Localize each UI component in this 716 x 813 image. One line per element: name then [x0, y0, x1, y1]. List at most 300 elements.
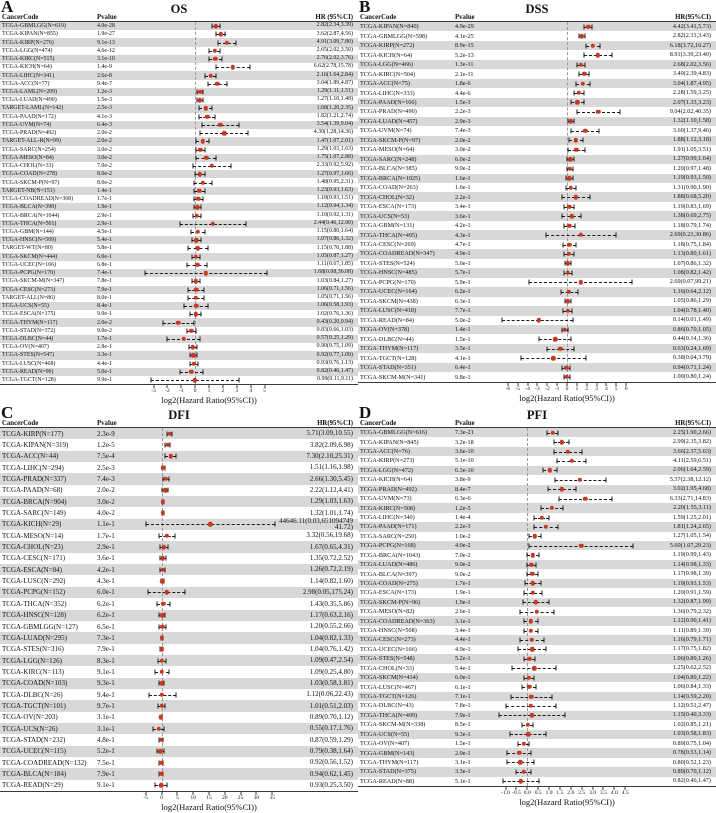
hr-ci-value: 3.04(1.89,4.87)	[316, 79, 353, 86]
forest-row	[0, 121, 358, 129]
p-value: 1.4e-1	[97, 187, 112, 194]
ci-cap-high	[230, 164, 231, 169]
p-value: 9.0e-2	[97, 327, 112, 334]
p-value: 4.1e-3	[97, 113, 112, 120]
hr-ci-value: 0.87(0.59,1.29)	[309, 735, 353, 744]
ci-cap-low	[548, 487, 549, 492]
cancer-code: TCGA-GBMLGG(N=598)	[360, 32, 428, 40]
forest-row	[358, 739, 716, 748]
ci-cap-high	[528, 741, 529, 746]
forest-plot-cell	[499, 297, 635, 306]
ci-cap-high	[583, 138, 584, 143]
hr-ci-value: 1.67(0.65,4.31)	[309, 542, 353, 551]
ci-cap-high	[572, 176, 573, 181]
forest-plot-cell	[499, 739, 635, 748]
ci-cap-low	[584, 24, 585, 29]
p-value: 3.6e-1	[97, 554, 115, 563]
cancer-code: TCGA-GBM(N=143)	[360, 749, 415, 757]
hr-point-marker	[551, 431, 555, 435]
hr-point-marker	[567, 252, 571, 256]
hr-ci-value: 1.12(0.51,2.47)	[672, 702, 711, 709]
p-value: 8.0e-2	[97, 171, 112, 178]
hr-ci-value: 0.89(0.70,1.12)	[309, 712, 353, 721]
ci-cap-high	[204, 295, 205, 300]
hr-point-marker	[196, 230, 200, 234]
axis-tick-label: 10	[190, 795, 196, 801]
hr-point-marker	[189, 370, 193, 374]
forest-row	[358, 50, 716, 59]
forest-row	[0, 88, 358, 96]
panel-title: DSS	[525, 2, 549, 16]
p-value: 2.1e-11	[455, 70, 474, 78]
cancer-code: TCGA-THCA(N=495)	[360, 231, 418, 239]
cancer-code: TCGA-LUSC(N=468)	[2, 360, 56, 367]
ci-cap-low	[194, 180, 195, 185]
ci-cap-low	[190, 229, 191, 234]
ci-cap-low	[187, 262, 188, 267]
p-value: 1.6e-1	[455, 184, 471, 192]
hr-ci-value: 1.15(0.40,3.33)	[672, 711, 711, 719]
ci-cap-high	[585, 356, 586, 361]
ci-cap-low	[189, 345, 190, 350]
hr-ci-value: 6.18(3.72,10.27)	[669, 41, 711, 49]
cancer-code: TCGA-COAD(N=103)	[2, 679, 68, 688]
cancer-code: TCGA-ESCA(N=173)	[360, 589, 417, 597]
column-header-pvalue: Pvalue	[97, 420, 117, 427]
ci-cap-low	[554, 477, 555, 482]
forest-plot-cell	[499, 503, 635, 512]
panel-title: OS	[170, 2, 188, 16]
cancer-code: TCGA-COADREAD(N=347)	[360, 250, 435, 258]
hr-point-marker	[195, 205, 199, 209]
ci-cap-high	[172, 431, 173, 436]
p-value: 2.2e-3	[455, 523, 471, 531]
hr-ci-value: 1.18(0.93,1.51)	[316, 195, 353, 202]
cancer-code: TCGA-GBM(N=131)	[360, 222, 415, 230]
axis-tick-label: 3.0	[589, 790, 597, 796]
hr-ci-value: 1.04(0.76,1.42)	[309, 644, 353, 653]
forest-row	[0, 723, 358, 734]
forest-row	[358, 711, 716, 720]
forest-row	[358, 41, 716, 50]
forest-plot-cell	[141, 187, 277, 195]
p-value: 2.0e-2	[97, 138, 112, 145]
hr-point-marker	[579, 280, 583, 284]
hr-point-marker	[198, 172, 202, 176]
ci-cap-low	[523, 628, 524, 633]
forest-plot-cell	[499, 287, 635, 296]
p-value: 1.5e-1	[455, 740, 471, 748]
forest-plot-cell	[141, 220, 277, 228]
p-value: 3.2e-18	[455, 438, 474, 446]
ci-cap-low	[561, 195, 562, 200]
forest-row	[0, 47, 358, 55]
hr-point-marker	[198, 98, 202, 102]
ci-cap-low	[188, 287, 189, 292]
ci-cap-high	[212, 106, 213, 111]
ci-cap-high	[576, 185, 577, 190]
ci-cap-low	[499, 713, 500, 718]
forest-row	[0, 203, 358, 211]
ci-cap-high	[546, 647, 547, 652]
axis-tick-label: 30	[253, 795, 260, 801]
hr-ci-value: 1.17(0.75,1.82)	[672, 645, 711, 653]
forest-row	[358, 503, 716, 512]
p-value: 2.0e-1	[455, 749, 471, 757]
ci-cap-high	[574, 346, 575, 351]
p-value: 3.4e-1	[455, 627, 471, 635]
cancer-code: TCGA-OV(N=407)	[360, 740, 410, 748]
p-value: 6.0e-2	[455, 155, 471, 163]
hr-point-marker	[195, 213, 199, 217]
p-value: 2.0e-2	[97, 486, 115, 495]
ci-cap-high	[164, 726, 165, 731]
ci-cap-high	[250, 65, 251, 70]
axis-tick-label: 1.5	[556, 790, 564, 796]
axis-tick-label: 2	[585, 386, 589, 392]
hr-ci-value: 1.32(1.10,1.58)	[672, 117, 711, 125]
axis-tick-label: 4.0	[610, 790, 618, 796]
ci-cap-low	[164, 454, 165, 459]
ci-cap-high	[164, 703, 165, 708]
hr-point-marker	[565, 375, 569, 379]
hr-point-marker	[533, 534, 537, 538]
forest-row	[0, 137, 358, 145]
cancer-code: TCGA-BRCA(N=1043)	[360, 551, 421, 559]
ci-cap-high	[219, 24, 220, 29]
forest-row	[0, 129, 358, 137]
forest-plot-cell	[141, 621, 277, 632]
forest-row	[358, 183, 716, 192]
hr-ci-value: 1.04(0.89,1.22)	[672, 673, 711, 681]
forest-row	[358, 701, 716, 710]
forest-plot-cell	[499, 211, 635, 220]
ci-cap-low	[193, 213, 194, 218]
ci-cap-high	[569, 440, 570, 445]
forest-row	[0, 335, 358, 343]
hr-point-marker	[161, 602, 165, 606]
forest-plot-cell	[499, 635, 635, 644]
p-value: 2.3e-9	[97, 429, 115, 438]
hr-point-marker	[212, 49, 216, 53]
hr-point-marker	[531, 581, 535, 585]
ci-cap-low	[516, 769, 517, 774]
forest-plot-cell	[141, 22, 277, 30]
cancer-code: TCGA-CESC(N=269)	[360, 241, 416, 249]
hr-point-marker	[194, 296, 198, 300]
ci-cap-low	[579, 72, 580, 77]
p-value: 3.6e-1	[455, 212, 471, 220]
forest-plot-cell	[141, 162, 277, 170]
ci-cap-high	[600, 43, 601, 48]
ci-cap-high	[266, 271, 267, 276]
cancer-code: TCGA-PAAD(N=171)	[360, 523, 417, 531]
forest-plot-cell	[141, 519, 277, 530]
ci-cap-low	[209, 48, 210, 53]
forest-row	[358, 560, 716, 569]
cancer-code: TCGA-COAD(N=275)	[360, 579, 418, 587]
hr-point-marker	[529, 694, 533, 698]
p-value: 1.1e-1	[97, 520, 115, 529]
forest-row	[0, 587, 358, 598]
ci-cap-high	[163, 760, 164, 765]
p-value: 6.8e-1	[97, 261, 112, 268]
hr-point-marker	[544, 525, 548, 529]
forest-plot-cell	[141, 666, 277, 677]
cancer-code: TCGA-DLBC(N=44)	[360, 335, 414, 343]
cancer-code: TCGA-BLCA(N=397)	[360, 570, 417, 578]
forest-row	[0, 253, 358, 261]
forest-row	[358, 748, 716, 757]
hr-point-marker	[194, 304, 198, 308]
hr-ci-value: 2.99(2.35,3.82)	[672, 438, 711, 446]
p-value: 9.3e-1	[97, 679, 115, 688]
column-header-pvalue: Pvalue	[455, 420, 475, 427]
forest-plot-cell	[141, 689, 277, 700]
forest-plot-cell	[141, 768, 277, 779]
forest-plot-cell	[141, 700, 277, 711]
ci-cap-low	[518, 741, 519, 746]
p-value: 5.7e-1	[455, 269, 471, 277]
ci-cap-low	[546, 233, 547, 238]
p-value: 9.4e-1	[97, 690, 115, 699]
hr-ci-value: 1.14(0.82,1.60)	[309, 576, 353, 585]
ci-cap-high	[236, 40, 237, 45]
p-value: 3.4e-1	[455, 203, 471, 211]
hr-point-marker	[519, 779, 523, 783]
ci-cap-high	[165, 613, 166, 618]
forest-row	[0, 575, 358, 586]
hr-ci-value: 1.32(1.01,1.74)	[309, 508, 353, 517]
cancer-code: TCGA-PRAD(N=337)	[2, 475, 67, 484]
ci-cap-low	[193, 164, 194, 169]
cancer-code: TCGA-LIHC(N=294)	[2, 463, 64, 472]
axis-tick-label: 3	[235, 388, 239, 394]
p-value: 1.2e-3	[97, 88, 112, 95]
forest-plot-cell	[499, 730, 635, 739]
hr-ci-value: 1.29(1.03,1.63)	[316, 145, 353, 152]
ci-cap-high	[533, 675, 534, 680]
cancer-code: TCGA-THCA(N=352)	[2, 599, 67, 608]
forest-plot-cell	[499, 758, 635, 767]
ci-cap-low	[576, 62, 577, 67]
forest-plot-cell	[499, 79, 635, 88]
forest-plot-cell	[499, 437, 635, 446]
ci-cap-low	[564, 204, 565, 209]
forest-plot-cell	[141, 63, 277, 71]
cancer-code: TCGA-DLBC(N=43)	[360, 702, 414, 710]
ci-cap-low	[159, 545, 160, 550]
cancer-code: TCGA-STES(N=547)	[2, 352, 55, 359]
p-value: 5.6e-1	[455, 259, 471, 267]
forest-plot-cell	[499, 588, 635, 597]
cancer-code: TCGA-LUAD(N=295)	[2, 633, 67, 642]
hr-ci-value: 2.33(0.92,5.92)	[316, 162, 353, 169]
p-value: 4.0e-2	[97, 509, 115, 518]
ci-cap-high	[205, 172, 206, 177]
ci-cap-low	[501, 318, 502, 323]
ci-cap-low	[526, 553, 527, 558]
cancer-code: TCGA-MESO(N=84)	[2, 154, 54, 161]
forest-plot-cell	[499, 777, 635, 786]
ci-cap-low	[156, 601, 157, 606]
column-header-pvalue: Pvalue	[97, 14, 117, 21]
forest-plot-cell	[499, 720, 635, 729]
axis-tick-label: 0.0	[523, 790, 531, 796]
cancer-code: TCGA-TGCT(N=128)	[360, 354, 417, 362]
hr-point-marker	[591, 43, 595, 47]
hr-ci-value: 1.88(0.68,5.20)	[672, 193, 711, 201]
ci-cap-high	[200, 205, 201, 210]
cancer-code: TCGA-KIRC(N=113)	[2, 667, 65, 676]
forest-row	[0, 746, 358, 757]
forest-row	[358, 616, 716, 625]
hr-point-marker	[596, 53, 600, 57]
hr-ci-value: 1.27(1.10,1.48)	[316, 96, 353, 103]
forest-row	[0, 22, 358, 30]
forest-plot-cell	[141, 734, 277, 745]
hr-ci-value: 1.07(0.86,1.32)	[672, 259, 711, 267]
hr-point-marker	[578, 478, 582, 482]
p-value: 7.0e-2	[455, 551, 471, 559]
ci-cap-low	[179, 369, 180, 374]
axis-tick-label: 2.5	[578, 790, 586, 796]
ci-cap-high	[165, 658, 166, 663]
hr-point-marker	[222, 131, 226, 135]
p-value: 4.6e-12	[97, 47, 115, 54]
forest-row	[358, 174, 716, 183]
hr-ci-value: 0.86(0.70,1.05)	[672, 325, 711, 333]
ci-cap-high	[205, 229, 206, 234]
hr-ci-value: 3.32(0.56,19.68)	[306, 531, 353, 540]
cancer-code: TCGA-GBM(N=144)	[2, 228, 54, 235]
hr-point-marker	[529, 619, 533, 623]
hr-ci-value: 1.15(0.80,1.64)	[316, 228, 353, 235]
forest-plot-cell	[141, 327, 277, 335]
p-value: 9.1e-1	[97, 781, 115, 790]
ci-cap-low	[186, 328, 187, 333]
hr-ci-value: 0.38(0.04,3.79)	[672, 354, 711, 362]
cancer-code: TCGA-READ(N=88)	[360, 777, 415, 785]
hr-ci-value: 1.20(0.55,2.66)	[309, 622, 353, 631]
hr-point-marker	[203, 106, 207, 110]
cancer-code: TCGA-PCPG(N=152)	[2, 588, 66, 597]
hr-ci-value: 4.30(1.28,14.36)	[313, 129, 353, 136]
ci-cap-low	[502, 779, 503, 784]
p-value: 1.8e-6	[455, 80, 471, 88]
ci-cap-low	[539, 337, 540, 342]
p-value: 3.1e-10	[97, 56, 115, 63]
forest-plot-cell	[141, 310, 277, 318]
hr-ci-value: 1.03(0.58,1.81)	[309, 678, 353, 687]
forest-plot-cell	[141, 261, 277, 269]
hr-ci-value: 0.90(0.75,1.09)	[316, 343, 353, 350]
ci-cap-low	[193, 188, 194, 193]
cancer-code: TCGA-LGG(N=466)	[360, 61, 413, 69]
hr-ci-value: 2.44(0.46,12.90)	[313, 219, 353, 226]
hr-ci-value: 2.76(2.02,3.76)	[316, 55, 353, 62]
ci-cap-low	[563, 223, 564, 228]
forest-row	[0, 310, 358, 318]
ci-cap-high	[537, 628, 538, 633]
forest-row	[358, 145, 716, 154]
hr-ci-value: 0.94(0.62,1.45)	[309, 769, 353, 778]
ci-cap-high	[619, 109, 620, 114]
forest-rows	[358, 22, 716, 383]
axis-tick-label: 3.5	[599, 790, 607, 796]
p-value: 7.9e-1	[97, 645, 115, 654]
p-value: 5.0e-1	[97, 368, 112, 375]
p-value: 9.8e-1	[455, 373, 471, 381]
column-header-hr: HR (95%CI)	[315, 14, 353, 21]
ci-cap-low	[526, 562, 527, 567]
forest-row	[0, 496, 358, 507]
x-axis	[358, 787, 716, 813]
forest-plot-cell	[141, 154, 277, 162]
p-value: 5.2e-13	[455, 51, 474, 59]
p-value: 7.3e-21	[455, 429, 474, 437]
hr-point-marker	[529, 713, 533, 717]
panel-header	[0, 0, 358, 22]
forest-plot-cell	[499, 155, 635, 164]
forest-row	[0, 451, 358, 462]
ci-cap-low	[565, 185, 566, 190]
cancer-code: TCGA-STES(N=548)	[360, 655, 415, 663]
p-value: 1.0e-2	[455, 532, 471, 540]
hr-ci-value: 6.33(2.71,14.83)	[669, 494, 711, 502]
ci-cap-low	[209, 57, 210, 62]
cancer-code: TCGA-UVM(N=74)	[360, 127, 412, 135]
hr-ci-value: 5.37(2.38,12.12)	[669, 475, 711, 483]
cancer-code: TCGA-PRAD(N=492)	[2, 130, 57, 137]
hr-ci-value: 3.54(1.39,9.04)	[316, 121, 353, 128]
axis-tick-label: 35	[269, 795, 276, 801]
forest-plot-cell	[141, 541, 277, 552]
forest-plot-cell	[499, 60, 635, 69]
ci-cap-high	[549, 515, 550, 520]
p-value: 9.0e-2	[455, 570, 471, 578]
p-value: 4.2e-1	[455, 222, 471, 230]
hr-ci-value: 0.78(0.53,1.14)	[672, 749, 711, 757]
ci-cap-low	[510, 694, 511, 699]
forest-plot-cell	[141, 294, 277, 302]
p-value: 3.0e-2	[97, 497, 115, 506]
p-value: 1.2e-5	[455, 504, 471, 512]
hr-ci-value: 0.80(0.52,1.23)	[672, 758, 711, 766]
x-axis-label: log2(Hazard Ratio(95%CI))	[519, 797, 615, 807]
hr-ci-value: 0.82(0.46,1.47)	[316, 368, 353, 375]
hr-point-marker	[569, 186, 573, 190]
p-value: 6.2e-1	[455, 288, 471, 296]
ci-cap-low	[207, 81, 208, 86]
ci-cap-low	[534, 524, 535, 529]
hr-ci-value: 1.04(0.82,1.33)	[309, 633, 353, 642]
ci-cap-high	[193, 320, 194, 325]
ci-cap-high	[571, 270, 572, 275]
hr-point-marker	[197, 189, 201, 193]
hr-ci-value: 4.91(3.09,7.80)	[316, 38, 353, 45]
forest-plot-cell	[499, 98, 635, 107]
p-value: 1.7e-1	[455, 579, 471, 587]
p-value: 9.7e-1	[97, 701, 115, 710]
forest-plot-cell	[141, 253, 277, 261]
axis-tick-label: -1.0	[501, 790, 510, 796]
ci-cap-high	[169, 601, 170, 606]
forest-row	[0, 462, 358, 473]
x-axis-label: log2(Hazard Ratio(95%CI))	[161, 802, 257, 812]
axis-tick-label: 5	[175, 795, 179, 801]
ci-cap-low	[557, 458, 558, 463]
